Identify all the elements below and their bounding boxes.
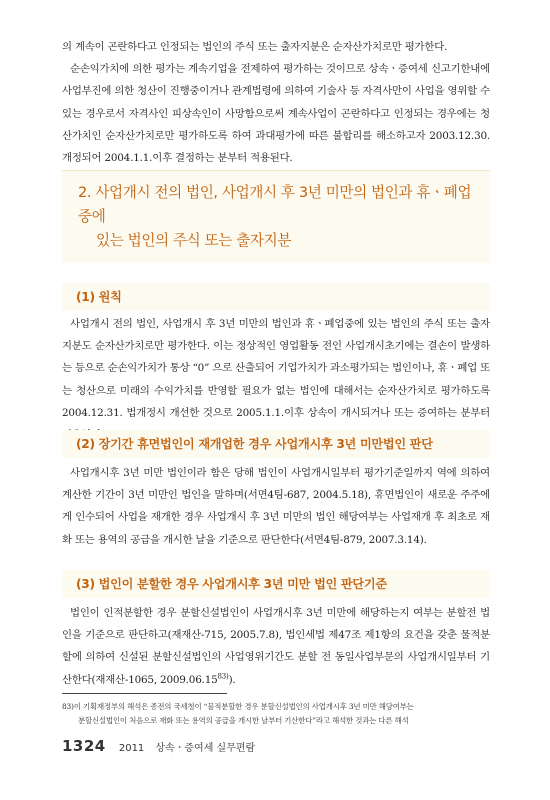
subheading-dormant-corp: (2) 장기간 휴면법인이 재개업한 경우 사업개시후 3년 미만법인 판단 <box>62 430 490 458</box>
page-footer <box>62 736 255 755</box>
split-corp-body: 법인이 인적분할한 경우 분할신설법인이 사업개시후 3년 미만에 해당하는지 여부는 분할전 법인을 기준으로 판단하고(재재산-715, 2005.7.8), 법인세법 제47조 제1항의 요건을 갖춘 물적분할에 의하여 신설된 분할신설법인의 사업영위기간도 분할 전 동일사업부문의 사업개시일부터 기산한다(재재산-1065, 2009.06.15$^{83)}$). <box>62 607 490 686</box>
page-number: 1324 <box>62 737 106 755</box>
paragraph-continuation: 의 계속이 곤란하다고 인정되는 법인의 주식 또는 출자지분은 순자산가치로만 평가한다. <box>62 41 448 53</box>
intro-text <box>62 36 490 169</box>
section-heading-box <box>62 170 490 263</box>
subheading-principle: (1) 원칙 <box>62 283 490 311</box>
footnote-line2: 분할신설법인이 처음으로 재화 또는 용역의 공급을 개시한 날부터 기산한다”라고 해석한 것과는 다른 해석 <box>78 716 409 725</box>
section-heading <box>78 181 478 253</box>
principle-body: 사업개시 전의 법인, 사업개시 후 3년 미만의 법인과 휴ㆍ폐업중에 있는 법인의 주식 또는 출자지분도 순자산가치로만 평가한다. 이는 정상적인 영업활동 전인 사업개시초기에는 결손이 발생하는 등으로 순손익가치가 통상 “0” 으로 산출되어 기업가치가 과소평가되는 법인이나, 휴ㆍ폐업 또는 청산으로 미래의 수익가치를 반영할 필요가 없는 법인에 대해서는 순자산가치로 평가하도록 2004.12.31. 법개정시 개선한 것으로 2005.1.1.이후 상속이 개시되거나 또는 증여하는 분부터 <box>62 318 490 419</box>
footnote-ref[interactable]: 83) <box>217 672 229 681</box>
paragraph-net-income-value: 순손익가치에 의한 평가는 계속기업을 전제하여 평가하는 것이므로 상속ㆍ증여세 신고기한내에 사업부진에 의한 청산이 진행중이거나 관계법령에 의하여 기술사 등 자격사만이 사업을 영위할 수 있는 경우로서 자격사인 피상속인이 사망함으로써 계속사업이 곤란하다고 인정되는 경우에는 청산가치인 순자산가치로만 평가하도록 하여 과대평가에 따른 불합리를 해소하고자 2003.12.30.개정되어 2004.1.1.이후 결정하는 분부터 적용된다. <box>62 63 490 165</box>
dormant-corp-body: 사업개시후 3년 미만 법인이라 함은 당해 법인이 사업개시일부터 평가기준일까지 역에 의하여 계산한 기간이 3년 미만인 법인을 말하며(서면4팀-687, 2004.5.18), 휴면법인이 새로운 주주에게 인수되어 사업을 재개한 경우 사업개시 후 3년 미만의 법인 해당여부는 사업재개 후 최초로 재화 또는 용역의 공급을 개시한 날을 기준으로 판단한다(서면4팀-879, 2007.3.14). <box>62 467 490 546</box>
section-heading-line1: 2. 사업개시 전의 법인, 사업개시 후 3년 미만의 법인과 휴ㆍ폐업중에 <box>78 184 472 225</box>
footnote-line1: 83)이 기획재정부의 해석은 종전의 국세청이 “물적분할한 경우 분할신설법인의 사업개시후 3년 미만 해당여부는 <box>62 702 414 711</box>
section-heading-line2: 있는 법인의 주식 또는 출자지분 <box>96 232 292 249</box>
footer-year: 2011 <box>118 743 145 754</box>
subheading-split-corp: (3) 법인이 분할한 경우 사업개시후 3년 미만 법인 판단기준 <box>62 570 490 598</box>
footnote <box>62 700 492 728</box>
footnote-divider <box>62 693 227 694</box>
footer-book-title: 상속ㆍ증여세 실무편람 <box>155 743 256 754</box>
